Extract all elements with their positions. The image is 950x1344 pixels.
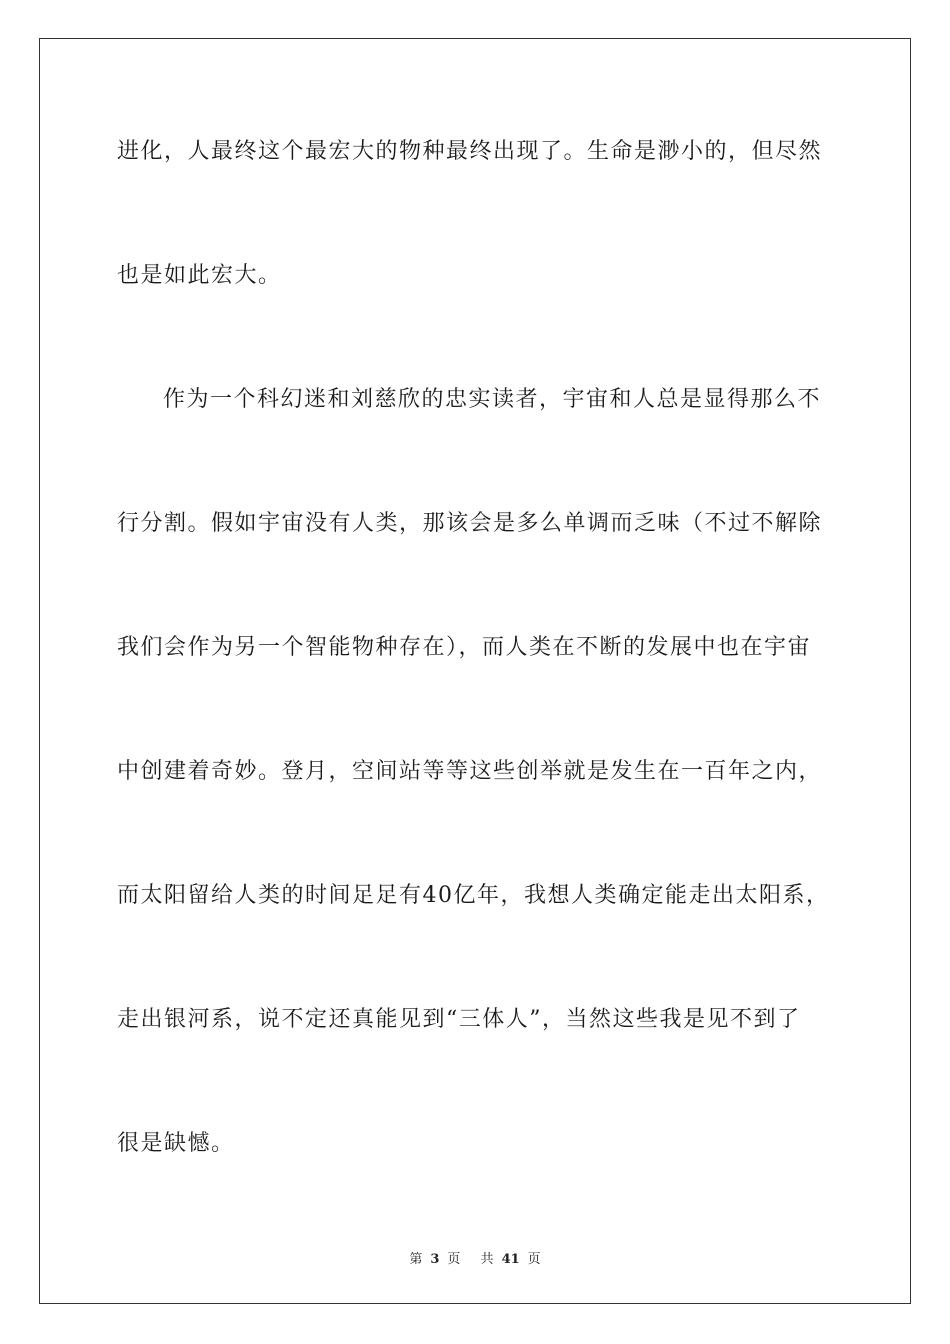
text-line-9: 很是缺憾。 [117, 1131, 235, 1156]
text-line-4: 行分割。假如宇宙没有人类，那该会是多么单调而乏味（不过不解除 [117, 511, 823, 536]
text-line-8: 走出银河系，说不定还真能见到“三体人”，当然这些我是见不到了 [117, 1007, 801, 1032]
text-line-2: 也是如此宏大。 [117, 263, 282, 288]
page-footer [0, 1248, 950, 1267]
page-prefix: 第 [409, 1252, 423, 1267]
page-number: 3 [430, 1252, 440, 1267]
total-prefix: 共 [480, 1252, 494, 1267]
text-line-3: 作为一个科幻迷和刘慈欣的忠实读者，宇宙和人总是显得那么不 [163, 387, 822, 412]
text-line-5: 我们会作为另一个智能物种存在），而人类在不断的发展中也在宇宙 [117, 635, 812, 660]
text-line-7: 而太阳留给人类的时间足足有40亿年，我想人类确定能走出太阳系， [117, 883, 830, 908]
total-indicator [477, 1252, 545, 1267]
text-line-1: 进化，人最终这个最宏大的物种最终出现了。生命是渺小的，但尽然 [117, 139, 823, 164]
total-suffix: 页 [527, 1252, 541, 1267]
text-line-6: 中创建着奇妙。登月，空间站等等这些创举就是发生在一百年之内， [117, 759, 823, 784]
page-suffix: 页 [447, 1252, 461, 1267]
page-indicator [405, 1252, 464, 1267]
total-pages: 41 [501, 1252, 520, 1267]
document-body [117, 128, 837, 1244]
